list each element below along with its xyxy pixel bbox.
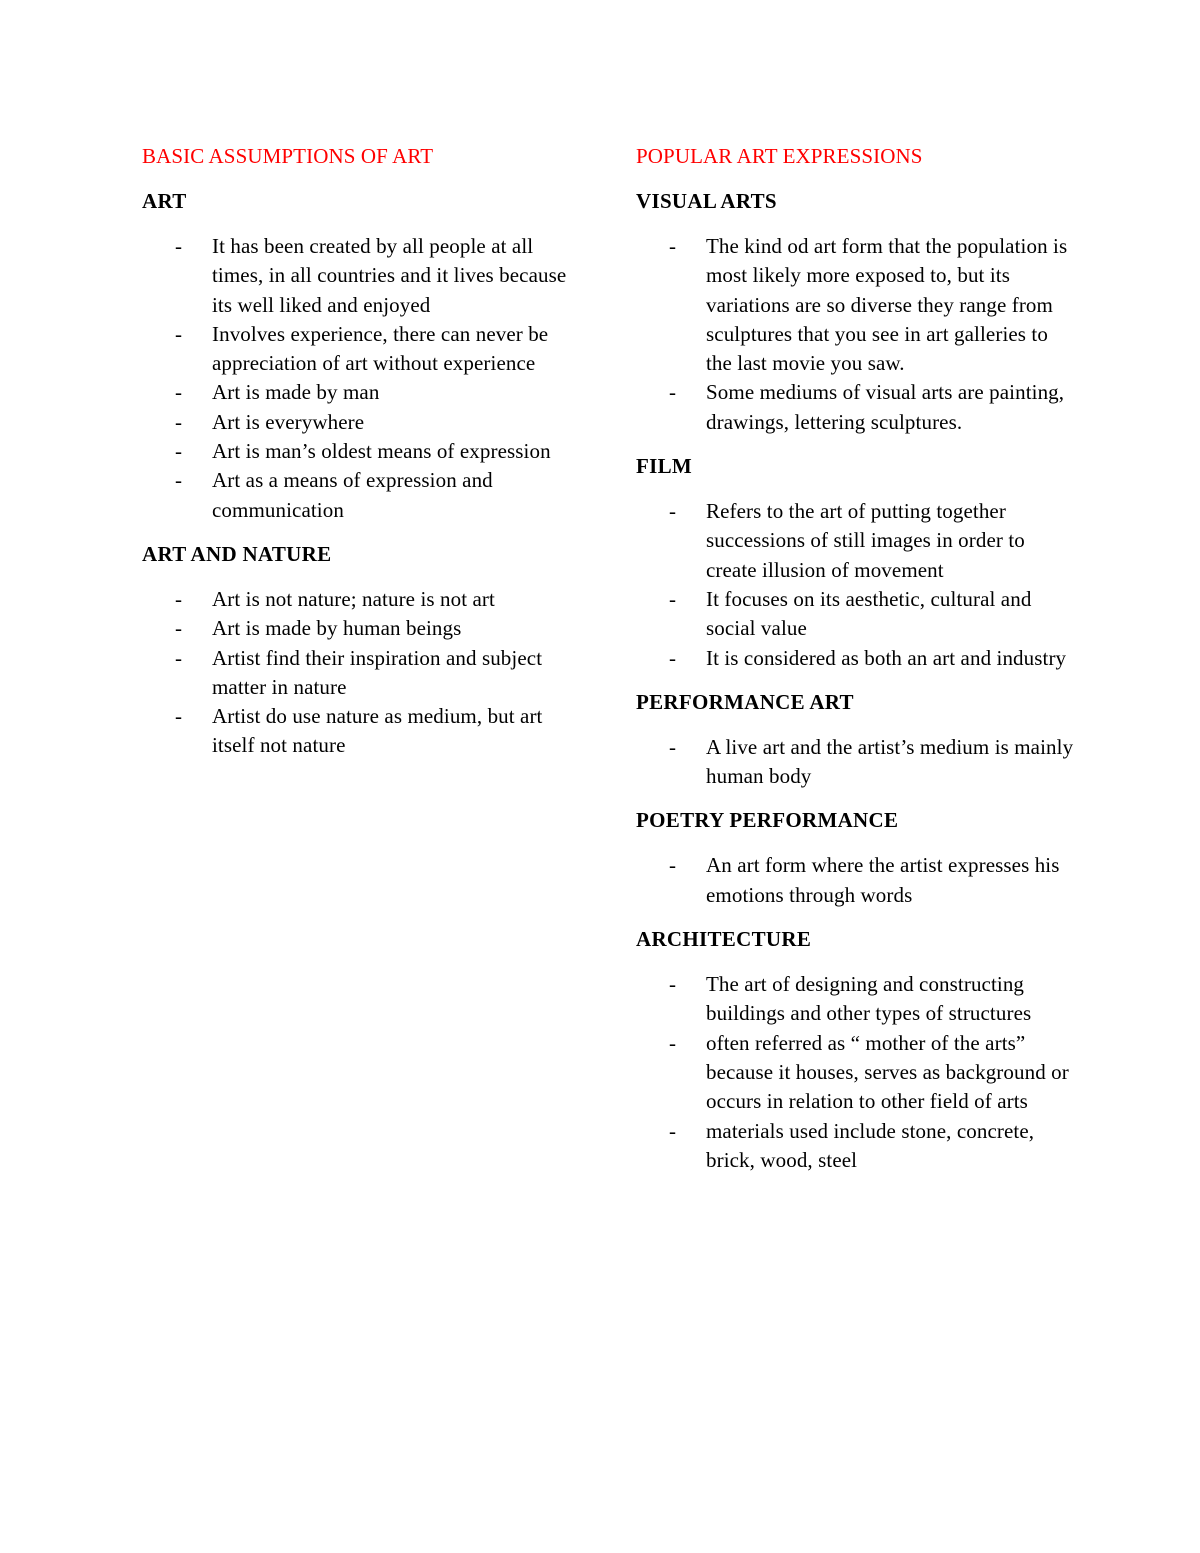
list-item-text: often referred as “ mother of the arts” because it houses, serves as background or occurs in relation to other field of arts <box>706 1030 1069 1114</box>
list-item <box>636 1029 1076 1117</box>
section-visual-arts <box>636 188 1076 437</box>
bullet-list <box>142 585 572 761</box>
section-heading: VISUAL ARTS <box>636 189 777 213</box>
bullet-list <box>636 232 1076 437</box>
list-item-text: Artist find their inspiration and subject matter in nature <box>212 645 543 699</box>
bullet-dash: - <box>669 380 677 405</box>
list-item-text: materials used include stone, concrete, brick, wood, steel <box>706 1118 1035 1172</box>
bullet-dash: - <box>175 616 183 641</box>
bullet-dash: - <box>669 586 677 611</box>
bullet-dash: - <box>669 499 677 524</box>
list-item-text: It is considered as both an art and industry <box>706 645 1067 670</box>
right-column <box>636 143 1076 1191</box>
bullet-dash: - <box>175 321 183 346</box>
bullet-dash: - <box>669 234 677 258</box>
list-item-text: It has been created by all people at all times, in all countries and it lives because its well liked and enjoyed <box>212 234 567 317</box>
list-item-text: Art as a means of expression and communication <box>212 468 493 522</box>
list-item <box>636 851 1076 910</box>
list-item-text: Refers to the art of putting together successions of still images in order to create illusion of movement <box>706 499 1025 582</box>
bullet-dash: - <box>175 439 183 464</box>
list-item <box>636 733 1076 792</box>
bullet-dash: - <box>669 734 677 759</box>
list-item <box>142 644 572 703</box>
bullet-dash: - <box>669 645 677 670</box>
list-item <box>142 232 572 320</box>
list-item <box>142 408 572 437</box>
section-heading: FILM <box>636 454 693 479</box>
bullet-list <box>636 851 1076 910</box>
bullet-dash: - <box>669 972 677 997</box>
list-item <box>142 585 572 614</box>
list-item <box>636 970 1076 1029</box>
list-item <box>142 702 572 761</box>
left-column <box>142 143 572 777</box>
section-heading: PERFORMANCE ART <box>636 689 854 714</box>
list-item <box>636 644 1076 673</box>
list-item <box>636 497 1076 585</box>
list-item <box>142 614 572 643</box>
section-film <box>636 453 1076 673</box>
list-item <box>142 437 572 466</box>
bullet-dash: - <box>175 409 183 434</box>
bullet-dash: - <box>175 586 183 611</box>
list-item <box>142 320 572 379</box>
list-item-text: Involves experience, there can never be appreciation of art without experience <box>212 321 549 376</box>
section-heading: ARCHITECTURE <box>636 927 812 952</box>
section-heading: ART <box>142 189 187 213</box>
bullet-dash: - <box>175 380 183 405</box>
list-item <box>636 232 1076 378</box>
list-item-text: Art is everywhere <box>212 409 365 434</box>
bullet-dash: - <box>175 234 183 258</box>
list-item <box>636 378 1076 437</box>
list-item-text: The art of designing and constructing buildings and other types of structures <box>706 972 1032 1026</box>
bullet-dash: - <box>669 1030 677 1055</box>
list-item-text: Some mediums of visual arts are painting, drawings, lettering sculptures. <box>706 380 1065 434</box>
list-item-text: It focuses on its aesthetic, cultural and social value <box>706 586 1032 641</box>
list-item-text: Art is man’s oldest means of expression <box>212 439 551 464</box>
list-item-text: A live art and the artist’s medium is mainly human body <box>706 734 1074 789</box>
bullet-list <box>142 232 572 525</box>
list-item-text: An art form where the artist expresses his emotions through words <box>706 853 1060 907</box>
bullet-dash: - <box>175 704 183 729</box>
bullet-dash: - <box>175 468 183 493</box>
list-item <box>142 466 572 525</box>
section-art <box>142 188 572 525</box>
section-heading: POETRY PERFORMANCE <box>636 808 899 833</box>
bullet-list <box>636 970 1076 1175</box>
section-architecture <box>636 926 1076 1175</box>
bullet-list <box>636 733 1076 792</box>
list-item-text: Art is not nature; nature is not art <box>212 586 495 611</box>
bullet-list <box>636 497 1076 673</box>
list-item <box>636 585 1076 644</box>
list-item <box>142 378 572 407</box>
section-art-and-nature <box>142 541 572 761</box>
list-item <box>636 1117 1076 1176</box>
list-item-text: The kind od art form that the population is most likely more exposed to, but its variations are so diverse they range from sculptures that you see in art galleries to the last movie you saw. <box>706 234 1068 376</box>
list-item-text: Art is made by human beings <box>212 616 462 641</box>
list-item-text: Art is made by man <box>212 380 380 405</box>
bullet-dash: - <box>669 853 677 878</box>
list-item-text: Artist do use nature as medium, but art itself not nature <box>212 704 543 758</box>
bullet-dash: - <box>175 645 183 670</box>
section-performance-art <box>636 689 1076 792</box>
section-heading: ART AND NATURE <box>142 541 332 566</box>
right-column-title: POPULAR ART EXPRESSIONS <box>636 144 923 168</box>
bullet-dash: - <box>669 1118 677 1143</box>
section-poetry-performance <box>636 807 1076 910</box>
left-column-title: BASIC ASSUMPTIONS OF ART <box>142 144 434 168</box>
